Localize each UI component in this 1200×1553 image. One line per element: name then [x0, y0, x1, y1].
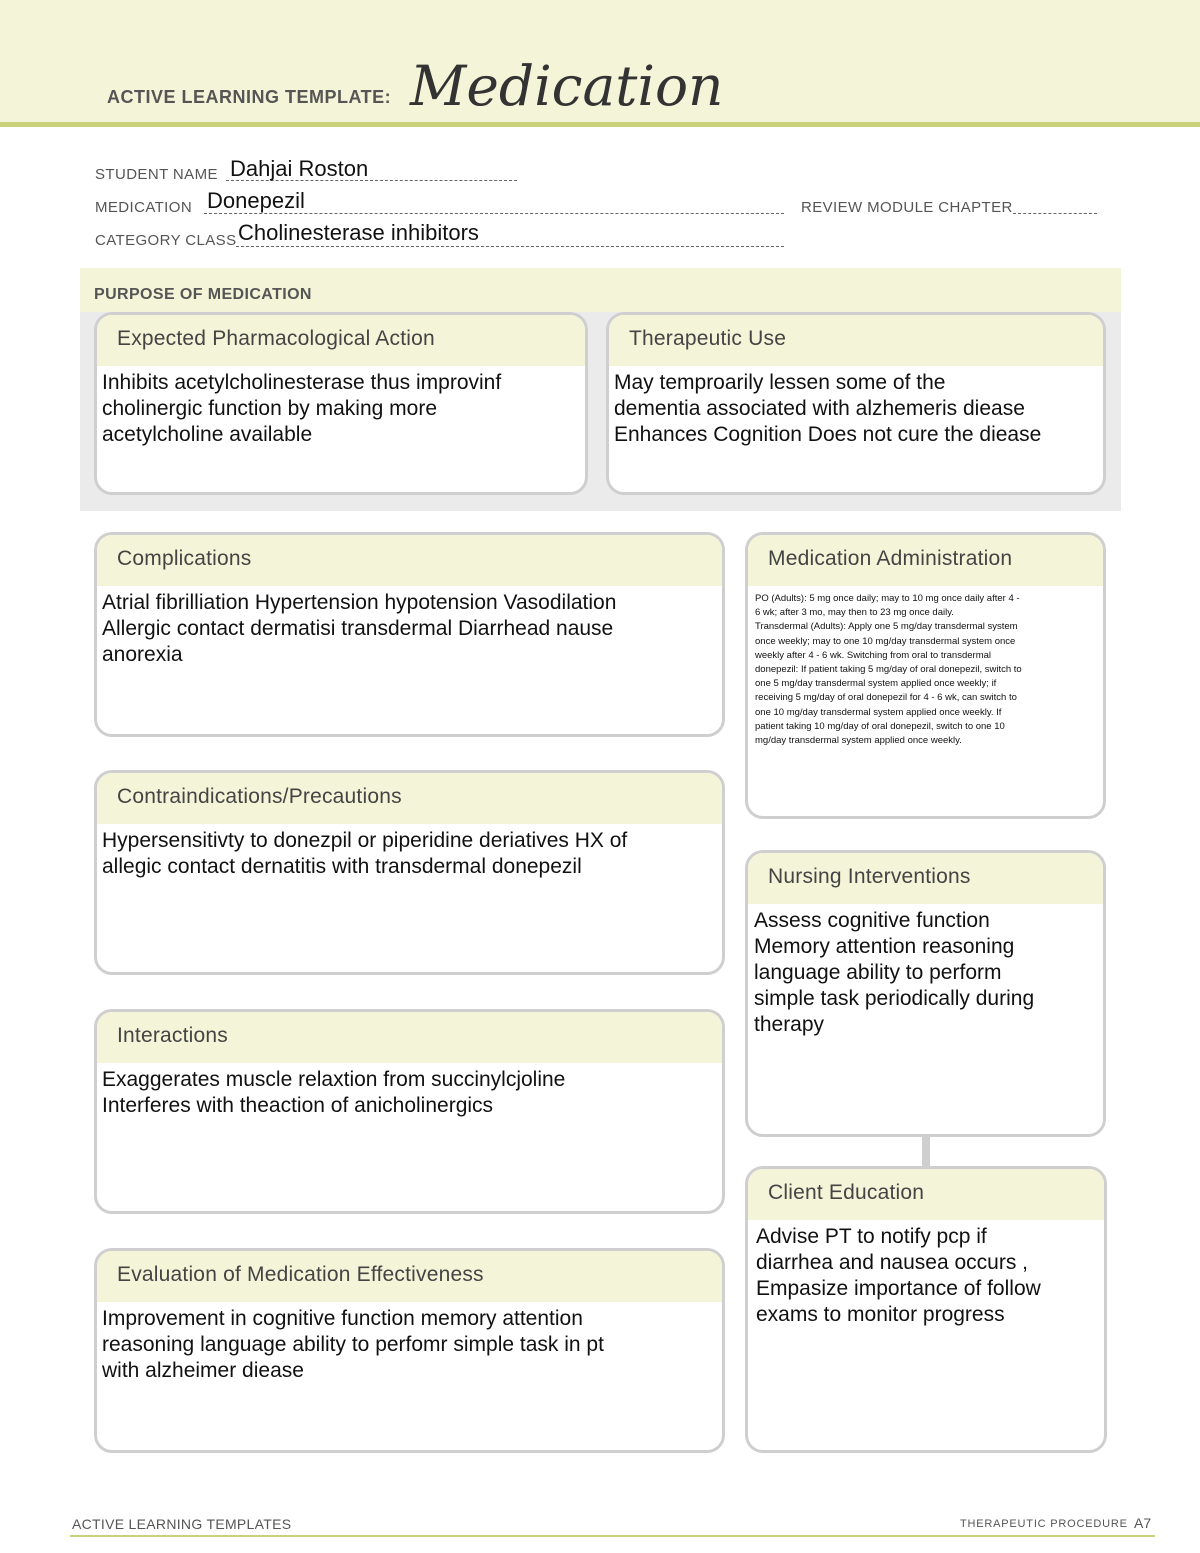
complications-text[interactable]: [97, 586, 722, 668]
nursing-interventions-text[interactable]: [748, 904, 1103, 1038]
interactions-heading: Interactions: [97, 1012, 722, 1063]
student-name-label: STUDENT NAME: [95, 166, 218, 183]
text-line: simple task periodically during: [754, 987, 1035, 1010]
interactions-text[interactable]: [97, 1063, 722, 1119]
category-class-field[interactable]: Cholinesterase inhibitors: [238, 220, 479, 245]
expected-action-card: [94, 312, 588, 495]
header-rule: [0, 122, 1200, 127]
text-line: therapy: [754, 1013, 825, 1036]
text-line: once weekly; may to one 10 mg/day transdermal system once: [755, 635, 1016, 647]
text-line: Empasize importance of follow: [756, 1277, 1041, 1300]
therapeutic-use-text[interactable]: [609, 366, 1103, 448]
text-line: language ability to perform: [754, 961, 1002, 984]
box-connector: [922, 1137, 930, 1167]
text-line: Transdermal (Adults): Apply one 5 mg/day transdermal system: [755, 621, 1018, 633]
text-line: one 5 mg/day transdermal system applied once weekly; if: [755, 678, 997, 690]
interactions-card: [94, 1009, 725, 1214]
expected-action-text[interactable]: [97, 366, 585, 448]
text-line: Inhibits acetylcholinesterase thus improvinf: [102, 371, 502, 394]
text-line: allegic contact dernatitis with transdermal donepezil: [102, 855, 582, 878]
medication-administration-heading: Medication Administration: [748, 535, 1103, 586]
text-line: anorexia: [102, 643, 183, 666]
contraindications-card: [94, 770, 725, 975]
text-line: Memory attention reasoning: [754, 935, 1015, 958]
text-line: mg/day transdermal system applied once weekly.: [755, 735, 962, 747]
category-class-line: [236, 246, 784, 247]
text-line: acetylcholine available: [102, 423, 313, 446]
text-line: Atrial fibrilliation Hypertension hypotension Vasodilation: [102, 591, 617, 614]
review-module-label: REVIEW MODULE CHAPTER: [801, 199, 1013, 216]
text-line: weekly after 4 - 6 wk. Switching from oral to transdermal: [755, 649, 992, 661]
text-line: dementia associated with alzhemeris diease: [614, 397, 1025, 420]
client-education-card: [745, 1166, 1107, 1453]
text-line: Improvement in cognitive function memory attention: [102, 1307, 583, 1330]
category-class-label: CATEGORY CLASS: [95, 232, 237, 249]
medication-label: MEDICATION: [95, 199, 193, 216]
complications-card: [94, 532, 725, 737]
text-line: cholinergic function by making more: [102, 397, 437, 420]
text-line: with alzheimer diease: [102, 1359, 304, 1382]
text-line: Interferes with theaction of anicholinergics: [102, 1094, 494, 1117]
evaluation-card: [94, 1248, 725, 1453]
text-line: Advise PT to notify pcp if: [756, 1225, 987, 1248]
complications-heading: Complications: [97, 535, 722, 586]
nursing-interventions-card: [745, 850, 1106, 1137]
student-name-field[interactable]: Dahjai Roston: [230, 156, 369, 181]
review-module-field[interactable]: [1013, 213, 1097, 214]
therapeutic-use-card: [606, 312, 1106, 495]
medication-administration-card: [745, 532, 1106, 819]
client-education-text[interactable]: [748, 1220, 1104, 1328]
evaluation-text[interactable]: [97, 1302, 722, 1384]
text-line: patient taking 10 mg/day of oral donepezil, switch to one 10: [755, 720, 1005, 732]
contraindications-text[interactable]: [97, 824, 722, 880]
text-line: reasoning language ability to perfomr simple task in pt: [102, 1333, 604, 1356]
footer-left-label: ACTIVE LEARNING TEMPLATES: [72, 1516, 292, 1532]
text-line: Enhances Cognition Does not cure the diease: [614, 423, 1042, 446]
text-line: Exaggerates muscle relaxtion from succinylcjoline: [102, 1068, 566, 1091]
client-education-heading: Client Education: [748, 1169, 1104, 1220]
footer-right-label: THERAPEUTIC PROCEDURE: [960, 1518, 1128, 1530]
text-line: Assess cognitive function: [754, 909, 990, 932]
text-line: receiving 5 mg/day of oral donepezil for 4 - 6 wk, can switch to: [755, 692, 1017, 704]
medication-field[interactable]: Donepezil: [207, 188, 305, 213]
text-line: PO (Adults): 5 mg once daily; may to 10 mg once daily after 4 -: [755, 593, 1020, 604]
template-title: Medication: [410, 54, 724, 118]
nursing-interventions-heading: Nursing Interventions: [748, 853, 1103, 904]
contraindications-heading: Contraindications/Precautions: [97, 773, 722, 824]
expected-action-heading: Expected Pharmacological Action: [97, 315, 585, 366]
text-line: Allergic contact dermatisi transdermal Diarrhead nause: [102, 617, 614, 640]
purpose-title: PURPOSE OF MEDICATION: [94, 286, 312, 303]
text-line: May temproarily lessen some of the: [614, 371, 946, 394]
text-line: 6 wk; after 3 mo, may then to 23 mg once daily.: [755, 607, 954, 619]
evaluation-heading: Evaluation of Medication Effectiveness: [97, 1251, 722, 1302]
page-number: A7: [1134, 1515, 1152, 1531]
text-line: donepezil: If patient taking 5 mg/day of oral donepezil, switch to: [755, 664, 1022, 676]
footer-rule: [70, 1535, 1155, 1537]
text-line: diarrhea and nausea occurs ,: [756, 1251, 1029, 1274]
therapeutic-use-heading: Therapeutic Use: [609, 315, 1103, 366]
medication-administration-text[interactable]: [748, 586, 1103, 748]
text-line: exams to monitor progress: [756, 1303, 1005, 1326]
text-line: one 10 mg/day transdermal system applied once weekly. If: [755, 706, 1002, 718]
template-label: ACTIVE LEARNING TEMPLATE:: [107, 87, 392, 107]
text-line: Hypersensitivty to donezpil or piperidine deriatives HX of: [102, 829, 628, 852]
